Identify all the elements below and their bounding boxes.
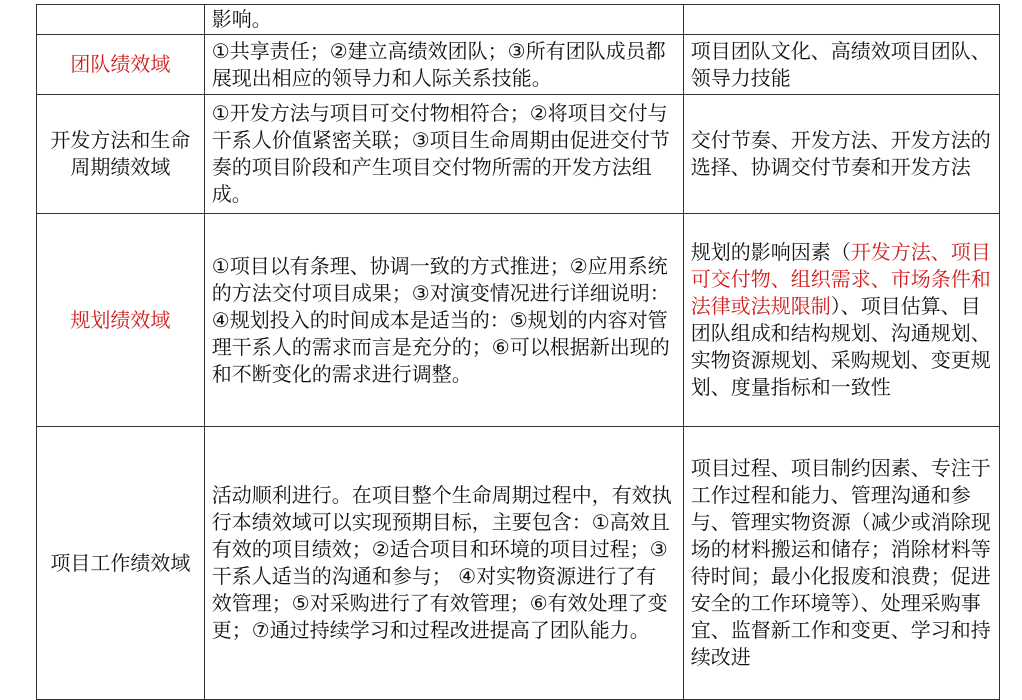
table-row — [37, 214, 1000, 427]
performance-domain-table — [36, 4, 1000, 700]
outcomes-cell: 影响。 — [204, 5, 683, 35]
outcomes-cell: ①开发方法与项目可交付物相符合；②将项目交付与干系人价值紧密关联；③项目生命周期由促进交付节奏的项目阶段和产生项目交付物所需的开发方法组成。 — [204, 95, 683, 214]
activities-text: 规划的影响因素（ — [690, 240, 851, 264]
activities-cell: 项目团队文化、高绩效项目团队、领导力技能 — [683, 35, 999, 95]
domain-cell: 规划绩效域 — [37, 214, 205, 427]
domain-cell — [37, 5, 205, 35]
domain-cell: 开发方法和生命周期绩效域 — [37, 95, 205, 214]
table-row — [37, 95, 1000, 214]
activities-cell: 项目过程、项目制约因素、专注于工作过程和能力、管理沟通和参与、管理实物资源（减少或消除现场的材料搬运和储存；消除材料等待时间；最小化报废和浪费；促进安全的工作环境等）、处理采购事宜、监督新工作和变更、学习和持续改进 — [683, 427, 999, 700]
domain-cell: 团队绩效域 — [37, 35, 205, 95]
activities-cell: 交付节奏、开发方法、开发方法的选择、协调交付节奏和开发方法 — [683, 95, 999, 214]
activities-cell — [683, 214, 999, 427]
outcomes-cell: 活动顺利进行。在项目整个生命周期过程中，有效执行本绩效域可以实现预期目标，主要包含：①高效且有效的项目绩效；②适合项目和环境的项目过程；③干系人适当的沟通和参与； ④对实物资源进行了有效管理；⑤对采购进行了有效管理；⑥有效处理了变更；⑦通过持续学习和过程改进提高了团队能力。 — [204, 427, 683, 700]
outcomes-cell: ①项目以有条理、协调一致的方式推进；②应用系统的方法交付项目成果；③对演变情况进行详细说明：④规划投入的时间成本是适当的：⑤规划的内容对管理干系人的需求而言是充分的；⑥可以根据新出现的和不断变化的需求进行调整。 — [204, 214, 683, 427]
activities-highlight-text: 开发方法、项目可交付物、组织需求、市场条件和法律或法规限制 — [690, 240, 991, 318]
outcomes-cell: ①共享责任；②建立高绩效团队；③所有团队成员都展现出相应的领导力和人际关系技能。 — [204, 35, 683, 95]
domain-cell: 项目工作绩效域 — [37, 427, 205, 700]
activities-text: ）、项目估算、目团队组成和结构规划、沟通规划、实物资源规划、采购规划、变更规划、度量指标和一致性 — [690, 294, 991, 399]
activities-cell — [683, 5, 999, 35]
table-row — [37, 35, 1000, 95]
table-row — [37, 427, 1000, 700]
table-row — [37, 5, 1000, 35]
